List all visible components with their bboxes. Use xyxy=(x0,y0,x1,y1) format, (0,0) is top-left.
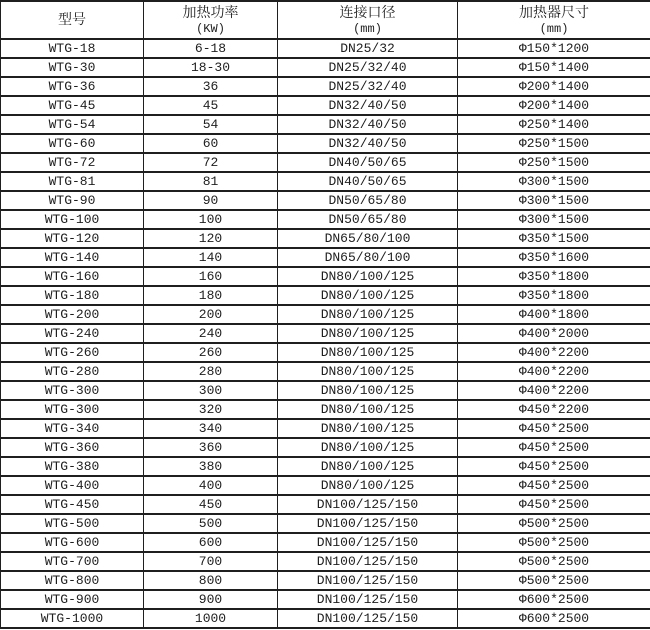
table-cell: 700 xyxy=(144,552,278,571)
table-cell: DN80/100/125 xyxy=(278,381,458,400)
table-cell: Φ450*2500 xyxy=(458,476,650,495)
table-cell: Φ300*1500 xyxy=(458,172,650,191)
table-cell: WTG-160 xyxy=(1,267,144,286)
table-cell: WTG-500 xyxy=(1,514,144,533)
table-cell: 300 xyxy=(144,381,278,400)
table-cell: Φ200*1400 xyxy=(458,77,650,96)
table-cell: 900 xyxy=(144,590,278,609)
table-cell: 360 xyxy=(144,438,278,457)
table-cell: DN80/100/125 xyxy=(278,286,458,305)
col-header-unit: (KW) xyxy=(196,21,225,36)
table-row xyxy=(1,533,650,552)
table-cell: Φ150*1400 xyxy=(458,58,650,77)
table-row xyxy=(1,39,650,58)
table-cell: DN80/100/125 xyxy=(278,305,458,324)
col-header-heating-power xyxy=(144,1,278,39)
table-cell: 120 xyxy=(144,229,278,248)
table-cell: WTG-45 xyxy=(1,96,144,115)
table-cell: WTG-36 xyxy=(1,77,144,96)
table-cell: DN40/50/65 xyxy=(278,153,458,172)
table-cell: WTG-280 xyxy=(1,362,144,381)
table-row xyxy=(1,191,650,210)
table-cell: 18-30 xyxy=(144,58,278,77)
table-cell: WTG-600 xyxy=(1,533,144,552)
table-cell: WTG-700 xyxy=(1,552,144,571)
table-cell: WTG-300 xyxy=(1,400,144,419)
col-header-label: 连接口径 xyxy=(339,4,396,21)
col-header-label: 加热功率 xyxy=(182,4,239,21)
table-cell: DN100/125/150 xyxy=(278,571,458,590)
table-cell: WTG-240 xyxy=(1,324,144,343)
table-cell: Φ500*2500 xyxy=(458,571,650,590)
table-cell: 81 xyxy=(144,172,278,191)
table-row xyxy=(1,362,650,381)
col-header-unit: (mm) xyxy=(353,21,382,36)
table-row xyxy=(1,115,650,134)
table-cell: Φ250*1500 xyxy=(458,153,650,172)
table-cell: DN80/100/125 xyxy=(278,438,458,457)
table-cell: WTG-120 xyxy=(1,229,144,248)
table-cell: Φ500*2500 xyxy=(458,533,650,552)
table-cell: DN80/100/125 xyxy=(278,343,458,362)
table-row xyxy=(1,400,650,419)
table-cell: 36 xyxy=(144,77,278,96)
table-cell: WTG-260 xyxy=(1,343,144,362)
table-cell: 280 xyxy=(144,362,278,381)
table-row xyxy=(1,552,650,571)
table-cell: Φ150*1200 xyxy=(458,39,650,58)
table-cell: Φ400*2200 xyxy=(458,343,650,362)
table-cell: WTG-140 xyxy=(1,248,144,267)
table-cell: WTG-1000 xyxy=(1,609,144,628)
table-row xyxy=(1,476,650,495)
table-cell: DN80/100/125 xyxy=(278,324,458,343)
table-row xyxy=(1,609,650,628)
table-cell: 100 xyxy=(144,210,278,229)
table-cell: DN32/40/50 xyxy=(278,115,458,134)
table-cell: WTG-60 xyxy=(1,134,144,153)
table-cell: 200 xyxy=(144,305,278,324)
table-row xyxy=(1,77,650,96)
table-row xyxy=(1,457,650,476)
table-row xyxy=(1,286,650,305)
table-cell: DN50/65/80 xyxy=(278,210,458,229)
table-cell: DN80/100/125 xyxy=(278,400,458,419)
table-cell: Φ400*2200 xyxy=(458,362,650,381)
table-cell: DN50/65/80 xyxy=(278,191,458,210)
table-cell: 400 xyxy=(144,476,278,495)
table-cell: 500 xyxy=(144,514,278,533)
table-cell: WTG-360 xyxy=(1,438,144,457)
table-cell: 260 xyxy=(144,343,278,362)
table-cell: WTG-380 xyxy=(1,457,144,476)
table-cell: DN65/80/100 xyxy=(278,229,458,248)
table-cell: DN100/125/150 xyxy=(278,590,458,609)
table-row xyxy=(1,229,650,248)
table-cell: 340 xyxy=(144,419,278,438)
table-cell: 45 xyxy=(144,96,278,115)
table-cell: 180 xyxy=(144,286,278,305)
table-cell: Φ300*1500 xyxy=(458,210,650,229)
header-row xyxy=(1,1,650,39)
table-cell: DN100/125/150 xyxy=(278,533,458,552)
col-header-label: 加热器尺寸 xyxy=(519,4,589,21)
table-cell: Φ600*2500 xyxy=(458,590,650,609)
table-cell: 72 xyxy=(144,153,278,172)
table-cell: 160 xyxy=(144,267,278,286)
table-cell: WTG-90 xyxy=(1,191,144,210)
table-row xyxy=(1,210,650,229)
col-header-label: 型号 xyxy=(58,11,86,28)
table-cell: 1000 xyxy=(144,609,278,628)
table-cell: Φ200*1400 xyxy=(458,96,650,115)
table-cell: WTG-300 xyxy=(1,381,144,400)
table-cell: DN80/100/125 xyxy=(278,267,458,286)
table-cell: Φ500*2500 xyxy=(458,514,650,533)
table-cell: WTG-900 xyxy=(1,590,144,609)
table-cell: Φ350*1800 xyxy=(458,286,650,305)
table-row xyxy=(1,96,650,115)
table-cell: DN100/125/150 xyxy=(278,514,458,533)
table-cell: Φ350*1600 xyxy=(458,248,650,267)
table-cell: Φ450*2500 xyxy=(458,495,650,514)
table-cell: 600 xyxy=(144,533,278,552)
table-cell: DN25/32 xyxy=(278,39,458,58)
table-row xyxy=(1,495,650,514)
table-row xyxy=(1,172,650,191)
table-cell: Φ400*2000 xyxy=(458,324,650,343)
table-cell: 6-18 xyxy=(144,39,278,58)
table-cell: Φ600*2500 xyxy=(458,609,650,628)
table-row xyxy=(1,267,650,286)
table-row xyxy=(1,305,650,324)
table-cell: DN100/125/150 xyxy=(278,609,458,628)
table-cell: Φ450*2200 xyxy=(458,400,650,419)
table-cell: Φ350*1800 xyxy=(458,267,650,286)
table-cell: DN32/40/50 xyxy=(278,134,458,153)
table-row xyxy=(1,438,650,457)
table-cell: Φ400*2200 xyxy=(458,381,650,400)
table-row xyxy=(1,514,650,533)
table-row xyxy=(1,590,650,609)
table-cell: WTG-450 xyxy=(1,495,144,514)
table-cell: WTG-800 xyxy=(1,571,144,590)
table-cell: WTG-54 xyxy=(1,115,144,134)
table-cell: DN32/40/50 xyxy=(278,96,458,115)
table-row xyxy=(1,343,650,362)
table-cell: DN40/50/65 xyxy=(278,172,458,191)
table-row xyxy=(1,381,650,400)
table-row xyxy=(1,571,650,590)
table-cell: WTG-200 xyxy=(1,305,144,324)
table-cell: Φ450*2500 xyxy=(458,419,650,438)
table-cell: WTG-81 xyxy=(1,172,144,191)
table-cell: DN80/100/125 xyxy=(278,457,458,476)
table-row xyxy=(1,248,650,267)
table-cell: WTG-72 xyxy=(1,153,144,172)
table-cell: 450 xyxy=(144,495,278,514)
table-cell: WTG-180 xyxy=(1,286,144,305)
table-cell: DN25/32/40 xyxy=(278,58,458,77)
table-row xyxy=(1,134,650,153)
col-header-model xyxy=(1,1,144,39)
table-cell: WTG-340 xyxy=(1,419,144,438)
table-cell: Φ350*1500 xyxy=(458,229,650,248)
table-cell: DN80/100/125 xyxy=(278,419,458,438)
table-cell: DN100/125/150 xyxy=(278,552,458,571)
table-row xyxy=(1,153,650,172)
table-cell: Φ500*2500 xyxy=(458,552,650,571)
table-cell: DN80/100/125 xyxy=(278,476,458,495)
table-cell: DN65/80/100 xyxy=(278,248,458,267)
table-cell: 320 xyxy=(144,400,278,419)
table-cell: Φ300*1500 xyxy=(458,191,650,210)
table-cell: 800 xyxy=(144,571,278,590)
col-header-unit: (mm) xyxy=(539,21,569,36)
table-cell: WTG-18 xyxy=(1,39,144,58)
table-cell: Φ400*1800 xyxy=(458,305,650,324)
table-cell: 60 xyxy=(144,134,278,153)
table-cell: 90 xyxy=(144,191,278,210)
table-cell: WTG-30 xyxy=(1,58,144,77)
table-cell: 380 xyxy=(144,457,278,476)
table-cell: Φ450*2500 xyxy=(458,438,650,457)
table-cell: 54 xyxy=(144,115,278,134)
table-row xyxy=(1,419,650,438)
table-cell: DN100/125/150 xyxy=(278,495,458,514)
col-header-connection-diameter xyxy=(278,1,458,39)
table-cell: WTG-400 xyxy=(1,476,144,495)
table-cell: DN80/100/125 xyxy=(278,362,458,381)
table-cell: Φ250*1400 xyxy=(458,115,650,134)
table-cell: Φ250*1500 xyxy=(458,134,650,153)
table-row xyxy=(1,58,650,77)
table-cell: DN25/32/40 xyxy=(278,77,458,96)
table-cell: WTG-100 xyxy=(1,210,144,229)
table-cell: 240 xyxy=(144,324,278,343)
table-row xyxy=(1,324,650,343)
table-cell: 140 xyxy=(144,248,278,267)
table-cell: Φ450*2500 xyxy=(458,457,650,476)
col-header-heater-size xyxy=(458,1,650,39)
